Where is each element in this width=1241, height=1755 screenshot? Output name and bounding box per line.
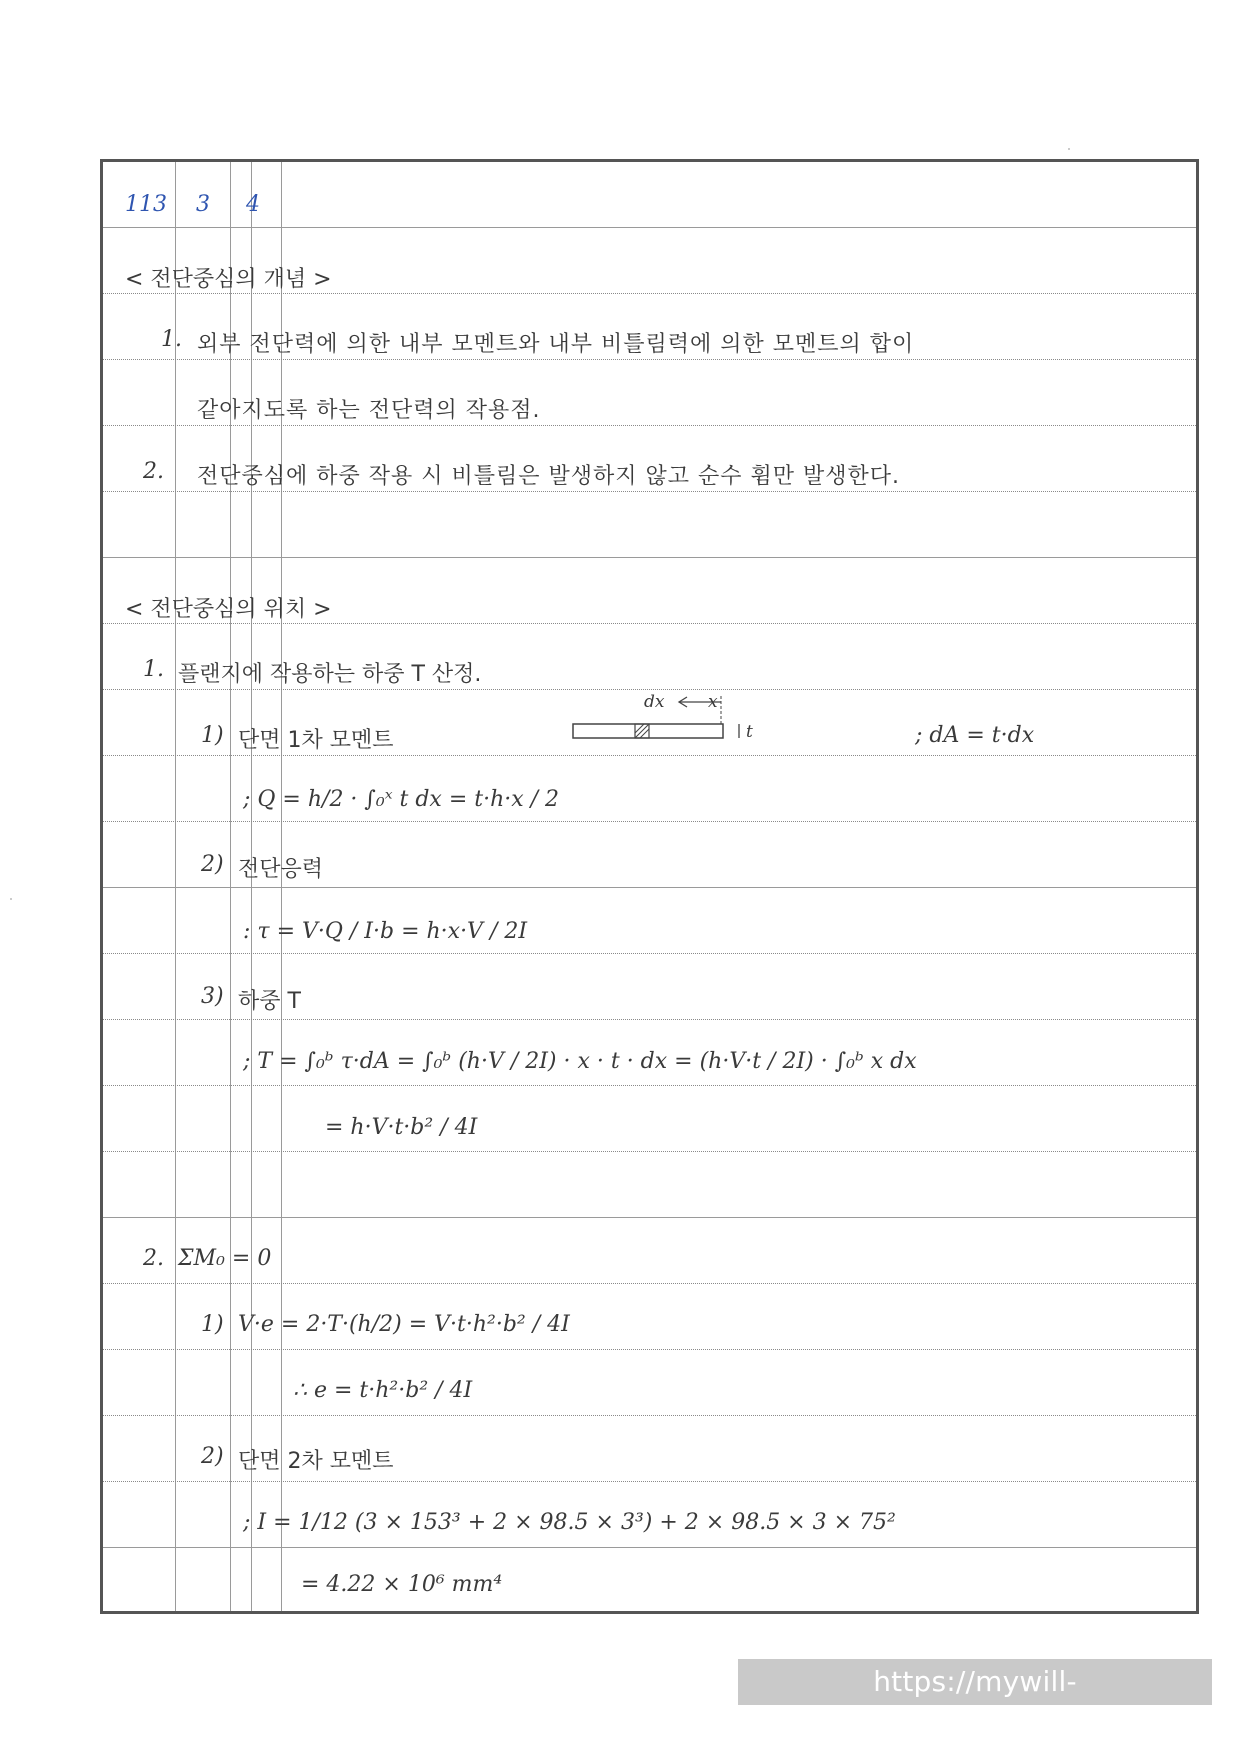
rule-line — [103, 1085, 1196, 1086]
rule-line — [103, 1547, 1196, 1548]
list-number: 1. — [143, 657, 164, 682]
equation: : τ = V·Q / I·b = h·x·V / 2I — [243, 919, 528, 944]
sketch-label-dx: dx — [644, 692, 665, 712]
rule-line — [103, 1415, 1196, 1416]
rule-line — [103, 1283, 1196, 1284]
rule-line — [103, 227, 1196, 228]
note-sheet — [100, 159, 1199, 1614]
sub-heading: 전단응력 — [238, 857, 324, 882]
list-number: 2. — [143, 459, 164, 484]
sub-heading: 단면 1차 모멘트 — [238, 728, 394, 753]
rule-line — [103, 1019, 1196, 1020]
scan-speck — [10, 898, 12, 900]
step-heading: 플랜지에 작용하는 하중 T 산정. — [178, 662, 482, 687]
rule-line — [103, 557, 1196, 558]
rule-line — [103, 953, 1196, 954]
rule-line — [103, 623, 1196, 624]
equation: ; dA = t·dx — [915, 723, 1035, 748]
rule-line — [103, 491, 1196, 492]
equation: V·e = 2·T·(h/2) = V·t·h²·b² / 4I — [238, 1312, 570, 1337]
rule-line — [103, 359, 1196, 360]
equation: ; I = 1/12 (3 × 153³ + 2 × 98.5 × 3³) + 2 × 98.5 × 3 × 75² — [243, 1510, 896, 1535]
watermark: https://mywill-engineer.tistory.com — [738, 1659, 1212, 1705]
rule-line — [103, 821, 1196, 822]
rule-line — [103, 293, 1196, 294]
paragraph-line: 외부 전단력에 의한 내부 모멘트와 내부 비틀림력에 의한 모멘트의 합이 — [197, 332, 915, 357]
rule-line — [103, 1481, 1196, 1482]
sketch-label-t: t — [746, 722, 753, 742]
sub-heading: 하중 T — [238, 989, 301, 1014]
step-heading: ΣM₀ = 0 — [178, 1246, 272, 1271]
sub-heading: 단면 2차 모멘트 — [238, 1449, 394, 1474]
header-col-b: 4 — [246, 192, 260, 217]
paragraph-line: 전단중심에 하중 작용 시 비틀림은 발생하지 않고 순수 휨만 발생한다. — [197, 464, 900, 489]
list-number: 1. — [161, 327, 182, 352]
rule-line — [103, 1217, 1196, 1218]
flange-sketch — [571, 690, 761, 754]
section-title: < 전단중심의 위치 > — [125, 597, 332, 622]
rule-line — [103, 1349, 1196, 1350]
rule-line — [103, 1151, 1196, 1152]
equation: ; Q = h/2 · ∫₀ˣ t dx = t·h·x / 2 — [243, 787, 560, 812]
list-number: 1) — [201, 1312, 224, 1337]
equation: ; T = ∫₀ᵇ τ·dA = ∫₀ᵇ (h·V / 2I) · x · t · dx = (h·V·t / 2I) · ∫₀ᵇ x dx — [243, 1049, 917, 1074]
header-col-a: 3 — [196, 192, 210, 217]
list-number: 2. — [143, 1246, 164, 1271]
equation: = h·V·t·b² / 4I — [325, 1115, 478, 1140]
scan-speck — [1068, 148, 1070, 150]
list-number: 2) — [201, 1444, 224, 1469]
section-title: < 전단중심의 개념 > — [125, 267, 332, 292]
list-number: 1) — [201, 723, 224, 748]
sketch-label-x: x — [708, 692, 718, 712]
rule-line — [103, 887, 1196, 888]
equation: ∴ e = t·h²·b² / 4I — [293, 1378, 473, 1403]
paragraph-line: 같아지도록 하는 전단력의 작용점. — [197, 398, 541, 423]
problem-number: 113 — [125, 192, 167, 217]
rule-line — [103, 755, 1196, 756]
equation: = 4.22 × 10⁶ mm⁴ — [301, 1572, 503, 1597]
rule-line — [103, 425, 1196, 426]
list-number: 2) — [201, 852, 224, 877]
list-number: 3) — [201, 984, 224, 1009]
